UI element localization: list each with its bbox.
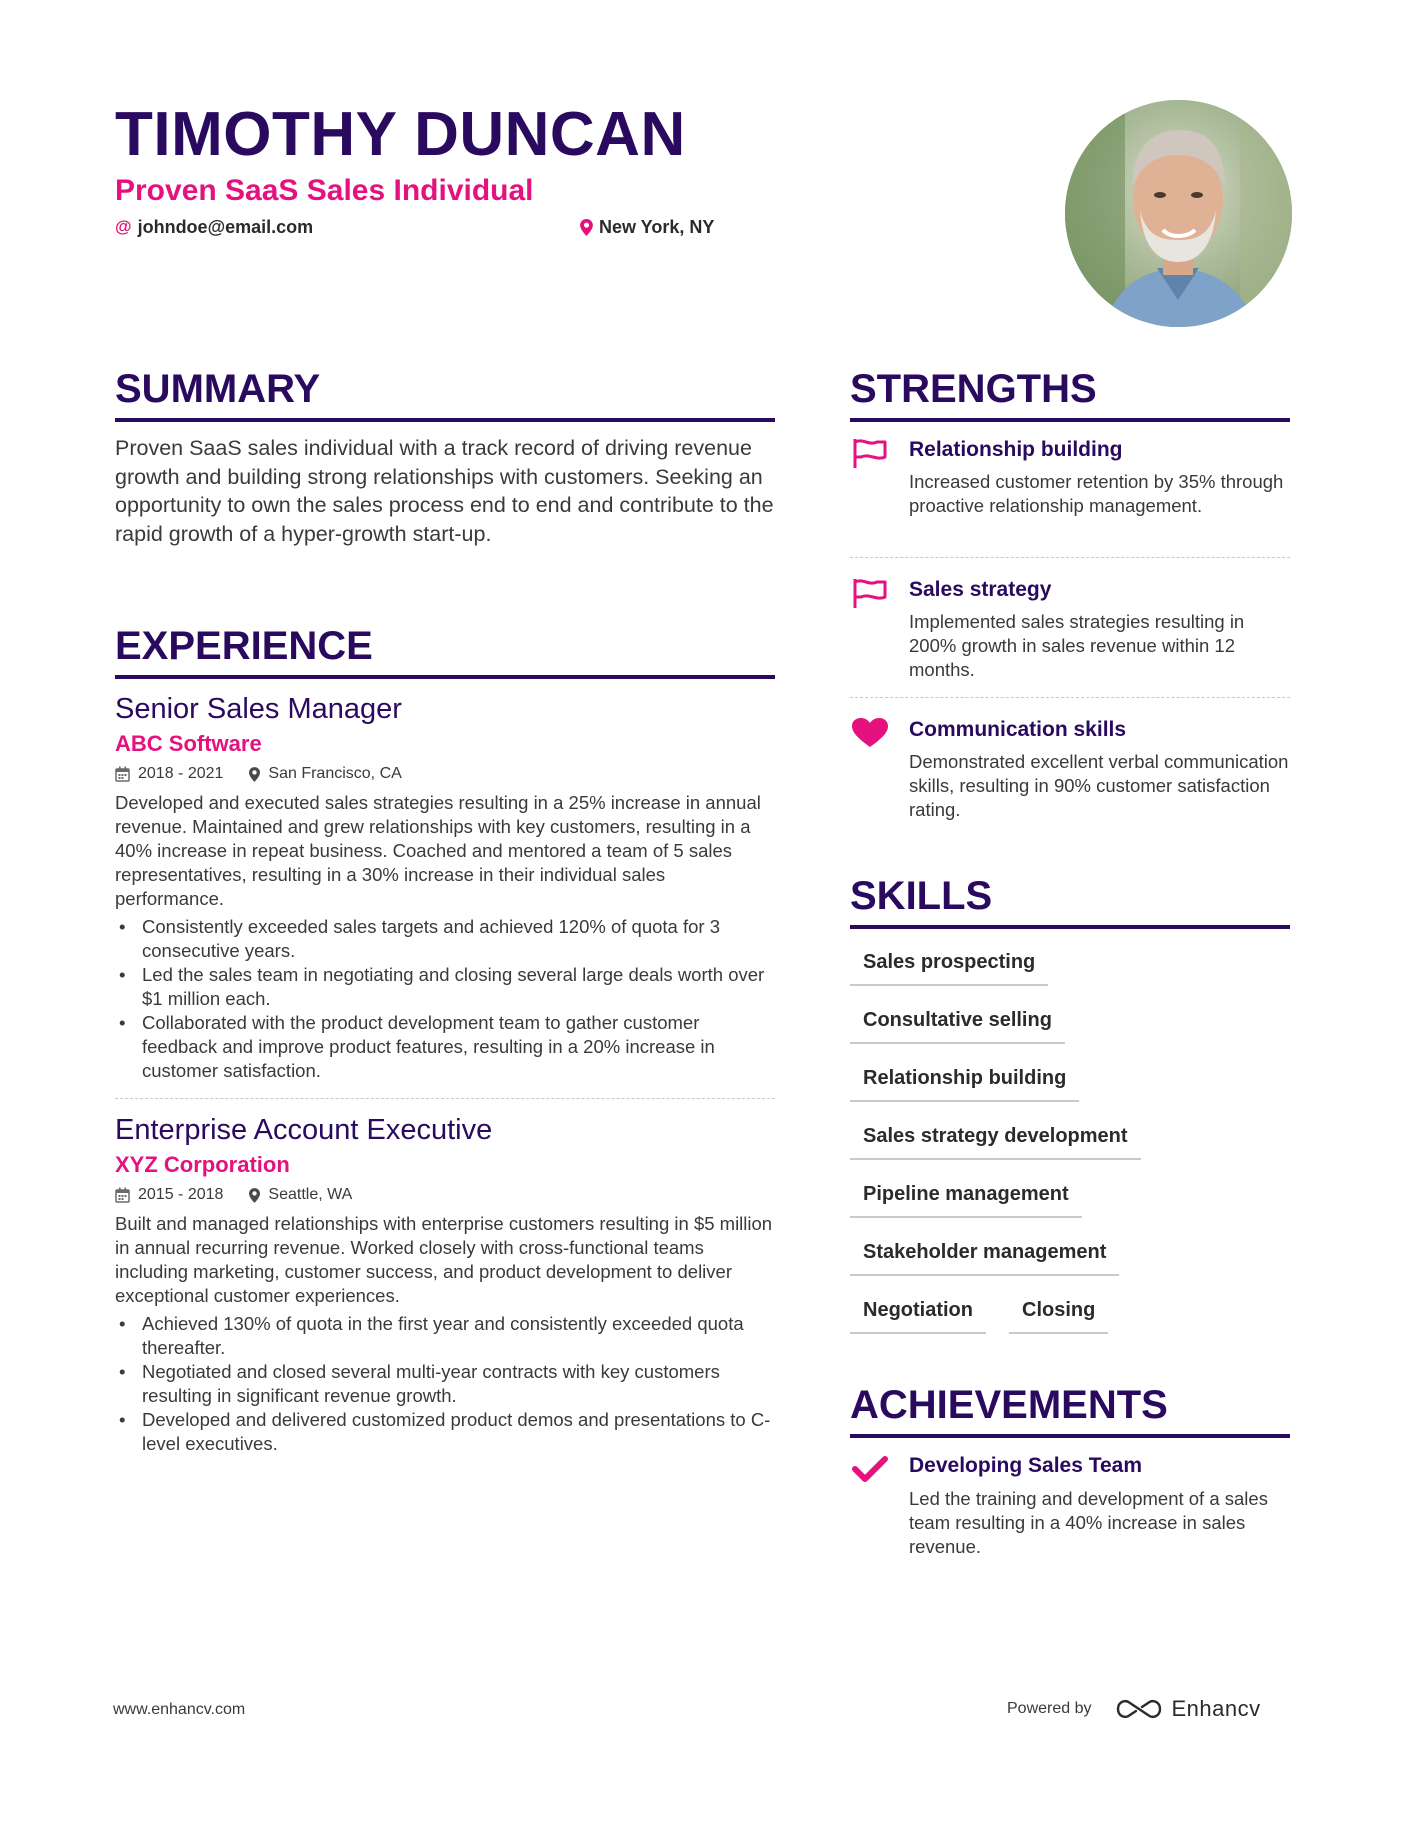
strength-title: Communication skills bbox=[909, 718, 1127, 741]
job-title: Senior Sales Manager bbox=[115, 693, 402, 725]
job-location-text: Seattle, WA bbox=[268, 1186, 353, 1203]
job-bullets bbox=[115, 915, 775, 1083]
powered-by-label: Powered by bbox=[1007, 1700, 1092, 1717]
skill-tag: Consultative selling bbox=[850, 1007, 1065, 1044]
calendar-icon bbox=[115, 766, 130, 782]
job-bullet: • Achieved 130% of quota in the first year and consistently exceeded quota thereafter. bbox=[115, 1312, 775, 1360]
skill-tag: Relationship building bbox=[850, 1065, 1079, 1102]
calendar-icon bbox=[115, 1187, 130, 1203]
job-company: ABC Software bbox=[115, 731, 262, 756]
contact-email[interactable] bbox=[115, 216, 313, 238]
candidate-tagline: Proven SaaS Sales Individual bbox=[115, 174, 534, 207]
job-bullet: • Collaborated with the product development team to gather customer feedback and improve product features, resulting in a 20% increase in customer satisfaction. bbox=[115, 1011, 775, 1083]
strengths-heading: STRENGTHS bbox=[850, 366, 1290, 422]
skill-tag: Stakeholder management bbox=[850, 1239, 1119, 1276]
job-dates-text: 2015 - 2018 bbox=[138, 1186, 224, 1203]
job-bullet: • Developed and delivered customized product demos and presentations to C-level executives. bbox=[115, 1408, 775, 1456]
candidate-name: TIMOTHY DUNCAN bbox=[115, 100, 686, 169]
job-entry bbox=[115, 1112, 775, 1456]
skill-tag: Pipeline management bbox=[850, 1181, 1082, 1218]
job-bullet: • Led the sales team in negotiating and closing several large deals worth over $1 million each. bbox=[115, 963, 775, 1011]
job-meta bbox=[115, 763, 775, 785]
job-bullet: • Negotiated and closed several multi-year contracts with key customers resulting in significant revenue growth. bbox=[115, 1360, 775, 1408]
brand-name: Enhancv bbox=[1171, 1696, 1261, 1721]
summary-heading: SUMMARY bbox=[115, 366, 775, 422]
experience-heading: EXPERIENCE bbox=[115, 623, 775, 679]
achievement-description: Led the training and development of a sales team resulting in a 40% increase in sales revenue. bbox=[909, 1488, 1268, 1557]
summary-text: Proven SaaS sales individual with a track record of driving revenue growth and building strong relationships with customers. Seeking an opportunity to own the sales process end to end and contribute to the rapid growth of a hyper-growth start-up. bbox=[115, 436, 774, 546]
job-dates bbox=[115, 763, 223, 785]
job-company: XYZ Corporation bbox=[115, 1152, 290, 1177]
strength-description: Implemented sales strategies resulting in 200% growth in sales revenue within 12 months. bbox=[909, 611, 1245, 680]
job-location-text: San Francisco, CA bbox=[268, 765, 402, 782]
at-sign-icon: @ bbox=[115, 217, 132, 236]
job-bullet: • Consistently exceeded sales targets and achieved 120% of quota for 3 consecutive years. bbox=[115, 915, 775, 963]
location-pin-icon bbox=[249, 1188, 260, 1203]
job-location bbox=[249, 1184, 352, 1206]
skill-tag: Negotiation bbox=[850, 1297, 986, 1334]
strength-description: Demonstrated excellent verbal communication skills, resulting in 90% customer satisfaction rating. bbox=[909, 751, 1289, 820]
checkmark-icon bbox=[852, 1455, 888, 1483]
job-description: Developed and executed sales strategies resulting in a 25% increase in annual revenue. Maintained and grew relationships with key customers, resulting in a 40% increase in repeat business. Coached and mentored a team of 5 sales representatives, resulting in a 30% increase in their individual sales performance. bbox=[115, 792, 761, 909]
footer-powered bbox=[1007, 1697, 1261, 1721]
job-bullets bbox=[115, 1312, 775, 1456]
enhancv-logo-icon bbox=[1116, 1697, 1162, 1721]
contact-location bbox=[580, 216, 714, 238]
strength-title: Relationship building bbox=[909, 438, 1123, 461]
flag-icon bbox=[850, 576, 890, 610]
skills-heading: SKILLS bbox=[850, 873, 1290, 929]
skill-tag: Closing bbox=[1009, 1297, 1108, 1334]
achievements-heading: ACHIEVEMENTS bbox=[850, 1382, 1290, 1438]
divider bbox=[115, 1098, 775, 1099]
profile-photo bbox=[1065, 100, 1292, 327]
job-dates-text: 2018 - 2021 bbox=[138, 765, 224, 782]
heart-icon bbox=[850, 716, 890, 750]
job-title: Enterprise Account Executive bbox=[115, 1114, 493, 1146]
job-meta bbox=[115, 1184, 775, 1206]
location-pin-icon bbox=[580, 219, 593, 236]
divider bbox=[850, 697, 1290, 698]
job-dates bbox=[115, 1184, 223, 1206]
achievement-title: Developing Sales Team bbox=[909, 1454, 1143, 1477]
skill-tag: Sales prospecting bbox=[850, 949, 1048, 986]
flag-icon bbox=[850, 436, 890, 470]
strength-description: Increased customer retention by 35% through proactive relationship management. bbox=[909, 471, 1284, 516]
footer-website[interactable]: www.enhancv.com bbox=[113, 1701, 246, 1718]
location-pin-icon bbox=[249, 767, 260, 782]
strength-title: Sales strategy bbox=[909, 578, 1052, 601]
job-description: Built and managed relationships with enterprise customers resulting in $5 million in annual recurring revenue. Worked closely with cross-functional teams including marketing, customer success, and product development to deliver exceptional customer experiences. bbox=[115, 1213, 773, 1306]
brand-logo[interactable] bbox=[1116, 1697, 1261, 1721]
skill-tag: Sales strategy development bbox=[850, 1123, 1141, 1160]
job-location bbox=[249, 763, 401, 785]
location-text: New York, NY bbox=[599, 217, 715, 237]
job-entry bbox=[115, 691, 775, 1083]
divider bbox=[850, 557, 1290, 558]
email-text: johndoe@email.com bbox=[137, 217, 314, 237]
